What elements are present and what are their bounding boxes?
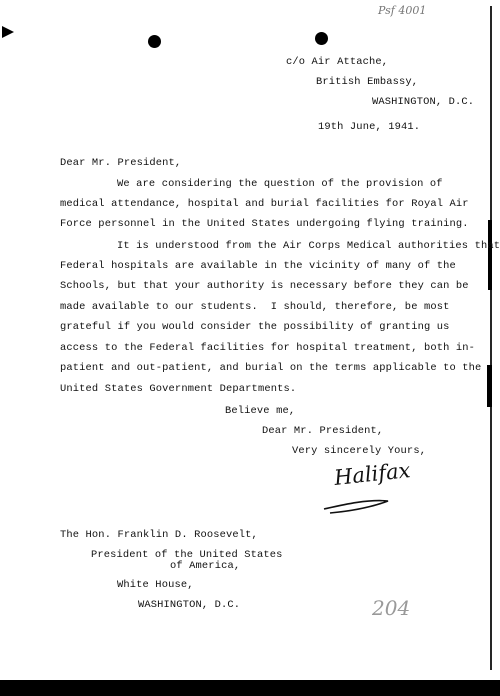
addressee-line-4: White House,	[117, 579, 194, 591]
punch-hole-left	[148, 35, 161, 48]
body-line: United States Government Departments.	[60, 383, 297, 395]
right-edge-line	[490, 6, 492, 670]
body-line: made available to our students. I should, therefore, be most	[60, 301, 450, 313]
salutation: Dear Mr. President,	[60, 157, 182, 169]
body-line: patient and out-patient, and burial on the terms applicable to the	[60, 362, 482, 374]
right-edge-mark-1	[488, 220, 492, 290]
addressee-line-1: The Hon. Franklin D. Roosevelt,	[60, 529, 258, 541]
body-line: Force personnel in the United States undergoing flying training.	[60, 218, 469, 230]
signature-flourish	[322, 497, 392, 515]
closing-line-3: Very sincerely Yours,	[292, 445, 427, 457]
body-line: Schools, but that your authority is necessary before they can be	[60, 280, 469, 292]
body-line: We are considering the question of the provision of	[117, 178, 443, 190]
body-line: grateful if you would consider the possibility of granting us	[60, 321, 450, 333]
bottom-edge-band	[0, 680, 500, 696]
addressee-line-2: President of the United States	[91, 549, 283, 561]
closing-line-1: Believe me,	[225, 405, 296, 417]
closing-line-2: Dear Mr. President,	[262, 425, 384, 437]
body-line: medical attendance, hospital and burial facilities for Royal Air	[60, 198, 469, 210]
body-line: Federal hospitals are available in the vicinity of many of the	[60, 260, 456, 272]
return-address-line-2: British Embassy,	[316, 76, 419, 88]
page-number: 204	[372, 596, 411, 620]
return-address-line-3: WASHINGTON, D.C.	[372, 96, 475, 108]
right-edge-mark-2	[487, 365, 492, 407]
punch-hole-right	[315, 32, 328, 45]
body-line: It is understood from the Air Corps Medical authorities that	[117, 240, 500, 252]
left-edge-arrow-icon	[2, 26, 14, 38]
addressee-line-5: WASHINGTON, D.C.	[138, 599, 241, 611]
addressee-line-3: of America,	[170, 560, 241, 572]
return-address-line-1: c/o Air Attache,	[286, 56, 389, 68]
body-line: access to the Federal facilities for hospital treatment, both in-	[60, 342, 476, 354]
archive-note: Psf 4001	[378, 4, 427, 17]
letter-date: 19th June, 1941.	[318, 121, 421, 133]
signature: Halifax	[332, 458, 412, 490]
